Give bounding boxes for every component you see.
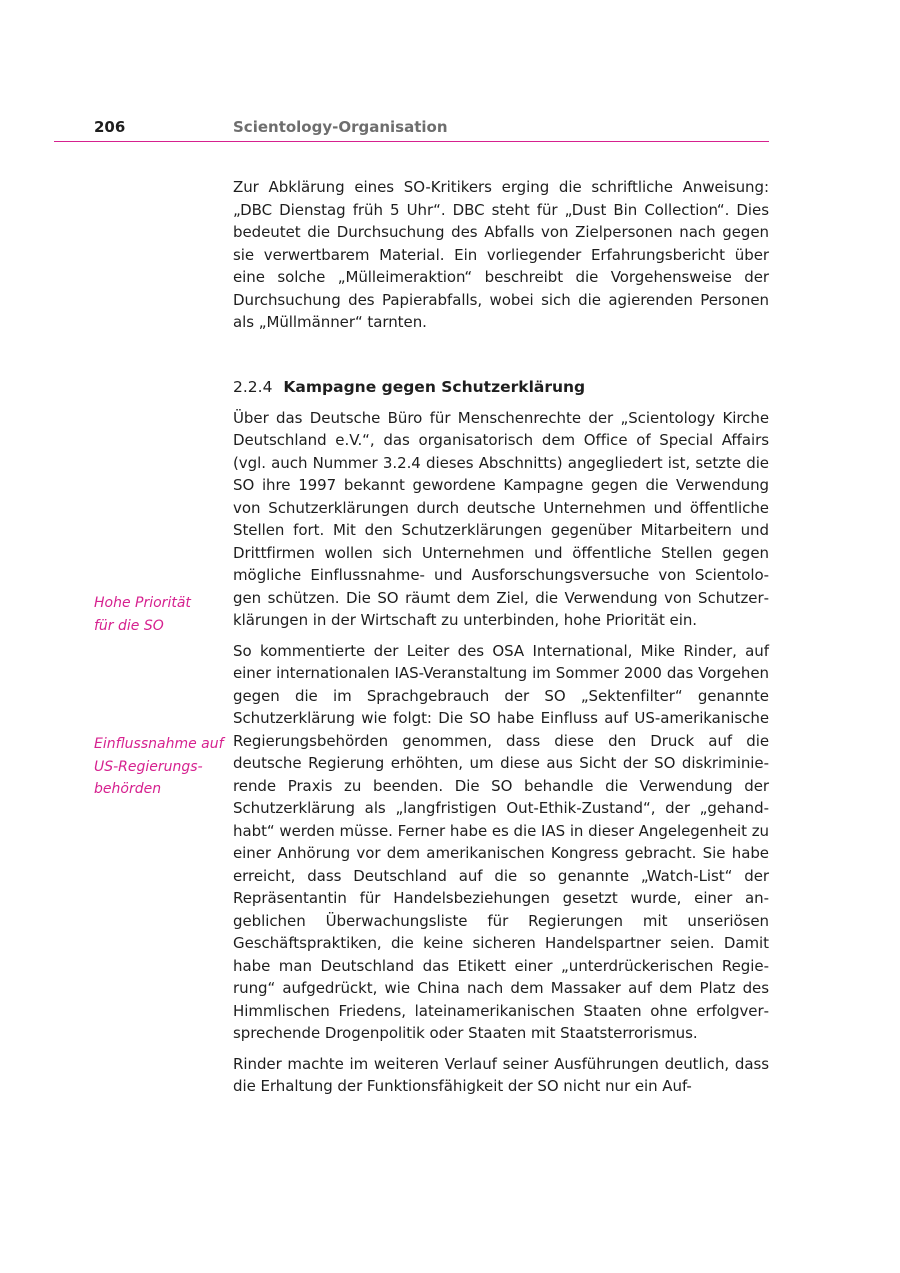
paragraph-osa-comment: So kommentierte der Leiter des OSA International, Mike Rinder, auf einer internationalen IAS-Veranstaltung im Sommer 2000 das Vorgehen gegen die im Sprachgebrauch der SO „Sektenfilter“ genannte Schutzerklärung wie folgt: Die SO habe Einfluss auf US-amerikanische Regierungsbehörden genommen, dass diese den Druck auf die deutsche Regierung erhöhten, um diese aus Sicht der SO diskriminierende Praxis zu beenden. Die SO behandle die Verwendung der Schutzerklärung als „langfristigen Out-Ethik-Zustand“, der „gehandhabt“ werden müsse. Ferner habe es die IAS in dieser Angelegenheit zu einer Anhörung vor dem amerikanischen Kongress gebracht. Sie habe erreicht, dass Deutschland auf die so genannte „Watch-List“ der Repräsentantin für Handelsbeziehungen gesetzt wurde, einer angeblichen Überwachungsliste für Regierungen mit unseriösen Geschäftspraktiken, die keine sicheren Handelspartner seien. Damit habe man Deutschland das Etikett einer „unterdrückerischen Regierung“ aufgedrückt, wie China nach dem Massaker auf dem Platz des Himmlischen Friedens, lateinamerikanischen Staaten ohne erfolgversprechende Drogenpolitik oder Staaten mit Staatsterrorismus. [233,641,769,1042]
section-number: 2.2.4 [233,377,273,396]
margin-note-line: für die SO [94,617,164,634]
margin-note-line: US-Regierungs- [94,758,203,775]
section-title: Kampagne gegen Schutzerklärung [283,377,586,396]
margin-note-influence [94,733,229,801]
section-heading [233,376,769,398]
margin-note-line: Hohe Priorität [94,595,191,611]
margin-note-line: Einflussnahme auf [94,736,224,752]
page-number: 206 [94,118,126,136]
page-header [0,0,900,150]
margin-note-line: behörden [94,781,162,797]
paragraph-dbc: Zur Abklärung eines SO-Kritikers erging die schriftliche Anweisung: „DBC Dienstag früh 5 Uhr“. DBC steht für „Dust Bin Collection“. Dies bedeutet die Durchsuchung des Abfalls von Zielpersonen nach gegen sie verwertbarem Material. Ein vorliegender Erfahrungsbericht über eine solche „Mülleimeraktion“ beschreibt die Vorgehensweise der Durchsuchung des Papierabfalls, wobei sich die agierenden Personen als „Müllmänner“ tarnten. [233,178,769,331]
header-rule [54,141,769,142]
main-text-column [233,176,769,1098]
margin-note-priority [94,592,229,637]
running-title: Scientology-Organisation [233,118,448,136]
paragraph-rinder: Rinder machte im weiteren Verlauf seiner Ausführungen deutlich, dass die Erhaltung der Funktionsfähigkeit der SO nicht nur ein Auf- [233,1054,769,1095]
paragraph-campaign: Über das Deutsche Büro für Menschenrechte der „Scientology Kirche Deutschland e.V.“, das organisatorisch dem Office of Special Affairs (vgl. auch Nummer 3.2.4 dieses Abschnitts) angegliedert ist, setzte die SO ihre 1997 bekannt gewordene Kampagne gegen die Verwendung von Schutzerklärungen durch deutsche Unternehmen und öffentliche Stellen fort. Mit den Schutzerklärungen gegenüber Mitarbeitern und Drittfirmen wollen sich Unternehmen und öffentliche Stellen gegen mögliche Einflussnahme- und Ausforschungsversuche von Scientologen schützen. Die SO räumt dem Ziel, die Verwendung von Schutzerklärungen in der Wirtschaft zu unterbinden, hohe Priorität ein. [233,408,769,629]
